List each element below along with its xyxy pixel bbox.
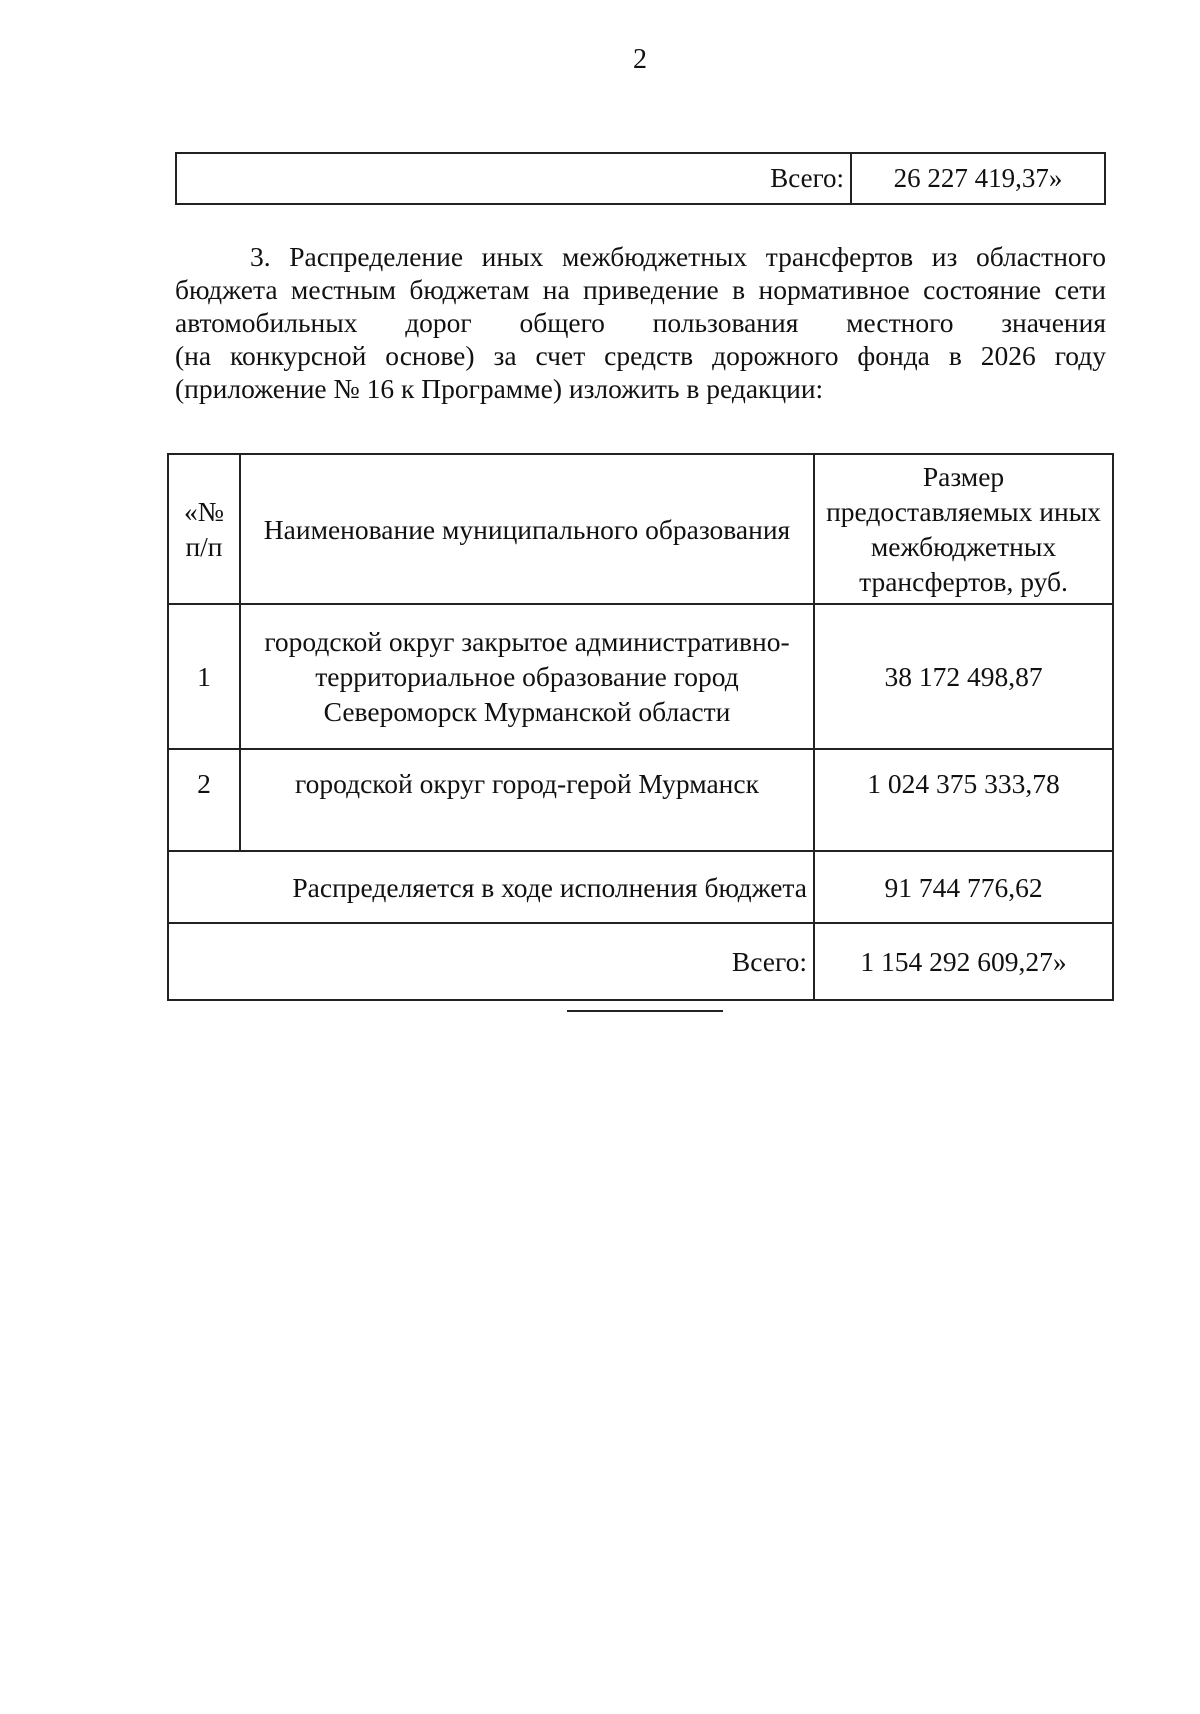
distributed-row bbox=[168, 851, 1113, 923]
total-value: 26 227 419,37» bbox=[893, 163, 1063, 193]
row-num: 1 bbox=[168, 604, 240, 749]
table-row bbox=[168, 749, 1113, 851]
row-amount: 38 172 498,87 bbox=[814, 604, 1113, 749]
grand-total-amount: 1 154 292 609,27» bbox=[814, 923, 1113, 1000]
table-header-row bbox=[168, 454, 1113, 604]
header-name: Наименование муниципального образования bbox=[240, 454, 814, 604]
row-amount: 1 024 375 333,78 bbox=[814, 749, 1113, 851]
header-amount: Размер предоставляемых иных межбюджетных трансфертов, руб. bbox=[814, 454, 1113, 604]
row-name: городской округ город-герой Мурманск bbox=[240, 749, 814, 851]
total-row bbox=[168, 923, 1113, 1000]
paragraph-line: (на конкурсной основе) за счет средств дорожного фонда в 2026 году bbox=[175, 340, 1106, 371]
previous-table-total bbox=[175, 152, 1106, 205]
paragraph-line: автомобильных дорог общего пользования местного значения bbox=[175, 307, 1106, 338]
table-row bbox=[168, 604, 1113, 749]
distribution-table bbox=[167, 453, 1114, 1001]
paragraph-line: (приложение № 16 к Программе) изложить в редакции: bbox=[175, 373, 824, 404]
header-num: «№ п/п bbox=[168, 454, 240, 604]
end-divider bbox=[567, 1010, 723, 1012]
distributed-amount: 91 744 776,62 bbox=[814, 851, 1113, 923]
row-num: 2 bbox=[168, 749, 240, 851]
row-name: городской округ закрытое административно-территориальное образование город Североморск Мурманской области bbox=[240, 604, 814, 749]
page-number: 2 bbox=[633, 44, 647, 75]
paragraph-line: бюджета местным бюджетам на приведение в нормативное состояние сети bbox=[175, 274, 1106, 305]
total-label: Всего: bbox=[177, 154, 852, 203]
distributed-label: Распределяется в ходе исполнения бюджета bbox=[168, 851, 814, 923]
grand-total-label: Всего: bbox=[168, 923, 814, 1000]
paragraph-line: 3. Распределение иных межбюджетных трансфертов из областного bbox=[250, 241, 1106, 272]
section-3-paragraph bbox=[175, 240, 1106, 405]
